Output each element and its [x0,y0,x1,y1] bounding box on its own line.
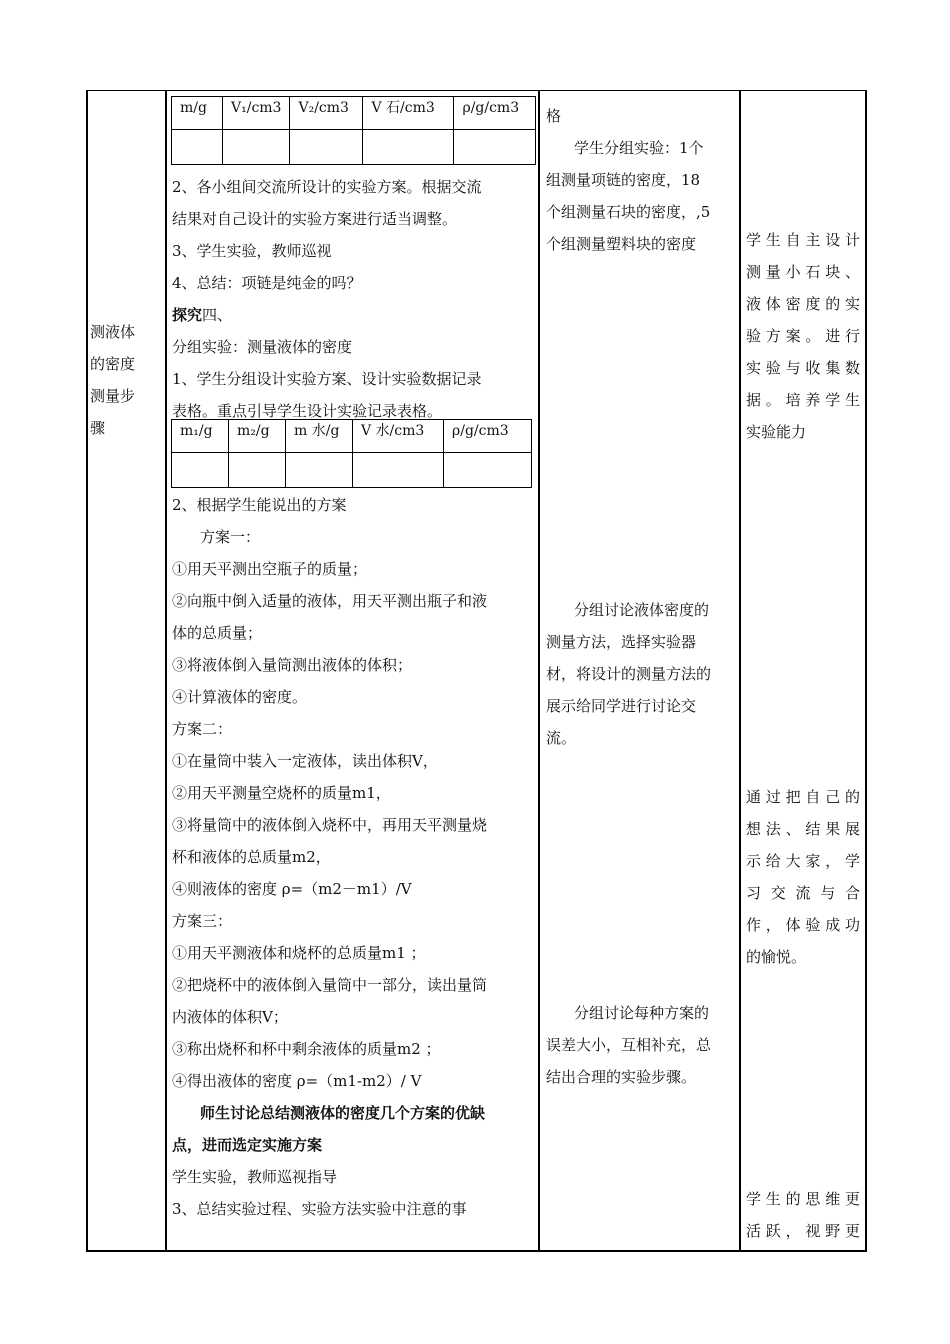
text-line: 分组讨论每种方案的 [574,1004,710,1022]
text-line: 的愉悦。 [746,948,807,966]
text-line: 表格。重点引导学生设计实验记录表格。 [172,402,443,420]
text-line: 学生实验，教师巡视指导 [172,1168,338,1186]
table-cell [353,453,444,488]
table-header-cell: m₁/g [172,420,229,453]
record-table-solid [171,96,536,165]
table-header-cell: V₁/cm3 [223,97,290,130]
step-title-line: 测量步 [90,387,136,405]
text-line: 展示给同学进行讨论交 [546,697,697,715]
text-line: 个组测量塑料块的密度 [546,235,697,253]
table-cell [172,453,229,488]
table-header-cell: m₂/g [229,420,286,453]
text-line: 材，将设计的测量方法的 [546,665,712,683]
text-line: 误差大小，互相补充，总 [546,1036,712,1054]
table-header-cell: ρ/g/cm3 [454,97,536,130]
table-cell [363,130,454,165]
text-line: 通过把自己的 [746,788,860,806]
table-cell [290,130,363,165]
text-line: 2、各小组间交流所设计的实验方案。根据交流 [172,178,482,196]
table-header-cell: V 水/cm3 [353,420,444,453]
table-divider-3 [739,90,741,1252]
text-line: ②把烧杯中的液体倒入量筒中一部分，读出量筒 [172,976,488,994]
summary-bold-line: 师生讨论总结测液体的密度几个方案的优缺 [200,1104,486,1122]
methods-block [172,489,534,1225]
text-line: 实验能力 [746,423,807,441]
text-line: 测量小石块、 [746,263,860,281]
text-line: 活跃，视野更 [746,1222,860,1240]
table-cell [172,130,223,165]
step-title-line: 的密度 [90,355,136,373]
text-line: 内液体的体积V； [172,1008,288,1026]
text-line: 3、学生实验，教师巡视 [172,242,332,260]
text-line: 流。 [546,729,577,747]
text-line: 测量方法，选择实验器 [546,633,697,651]
step-title-cell [90,316,162,444]
text-line: 作，体验成功 [746,916,860,934]
text-line: 分组讨论液体密度的 [574,601,710,619]
step-title-line: 骤 [90,419,106,437]
text-line: 结出合理的实验步骤。 [546,1068,697,1086]
table-header-row [172,420,532,453]
text-line: 体的总质量； [172,624,263,642]
summary-bold-line: 点，进而选定实施方案 [172,1136,323,1154]
table-header-cell: m/g [172,97,223,130]
table-divider-2 [538,90,540,1252]
text-line: 杯和液体的总质量m2， [172,848,331,866]
table-cell [444,453,532,488]
text-line: 据。培养学生 [746,391,860,409]
table-header-cell: V 石/cm3 [363,97,454,130]
table-row [172,130,536,165]
text-line: 液体密度的实 [746,295,860,313]
text-line: 验方案。进行 [746,327,860,345]
table-header-cell: ρ/g/cm3 [444,420,532,453]
text-line: 1、学生分组设计实验方案、设计实验数据记录 [172,370,482,388]
record-table-liquid [171,419,532,488]
design-intent-block-3 [746,1183,860,1247]
text-line: 示给大家，学 [746,852,860,870]
text-line: ②用天平测量空烧杯的质量m1， [172,784,391,802]
student-activity-cell [546,100,732,260]
text-line: 3、总结实验过程、实验方法实验中注意的事 [172,1200,467,1218]
explore-heading-rest: 四、 [202,306,233,324]
table-header-cell: V₂/cm3 [290,97,363,130]
text-line: 4、总结：项链是纯金的吗？ [172,274,362,292]
table-border-bottom [86,1250,867,1252]
text-line: 想法、结果展 [746,820,860,838]
text-line: 组测量项链的密度，18 [546,171,701,189]
text-line: ③将液体倒入量筒测出液体的体积； [172,656,413,674]
text-line: 个组测量石块的密度，,5 [546,203,711,221]
student-activity-block-3 [546,997,732,1093]
text-line: 结果对自己设计的实验方案进行适当调整。 [172,210,458,228]
teaching-process-cell [172,171,534,427]
table-row [172,453,532,488]
table-border-left [86,90,88,1252]
text-line: ①在量筒中装入一定液体，读出体积V， [172,752,438,770]
text-line: ①用天平测液体和烧杯的总质量m1 ； [172,944,426,962]
text-line: 分组实验：测量液体的密度 [172,338,353,356]
text-line: 格 [546,107,562,125]
table-divider-1 [165,90,167,1252]
design-intent-block-2 [746,781,860,973]
text-line: ④计算液体的密度。 [172,688,308,706]
text-line: 实验与收集数 [746,359,860,377]
text-line: ③将量筒中的液体倒入烧杯中，再用天平测量烧 [172,816,488,834]
text-line: ③称出烧杯和杯中剩余液体的质量m2 ； [172,1040,441,1058]
design-intent-cell [746,224,860,448]
text-line: 习交流与合 [746,884,860,902]
text-line: ②向瓶中倒入适量的液体，用天平测出瓶子和液 [172,592,488,610]
table-cell [286,453,353,488]
plan-heading: 方案一： [200,528,261,546]
text-line: 学生分组实验：1个 [574,139,704,157]
table-header-row [172,97,536,130]
text-line: 学生自主设计 [746,231,860,249]
text-line: ①用天平测出空瓶子的质量； [172,560,368,578]
explore-heading [172,299,534,331]
step-title-line: 测液体 [90,323,136,341]
explore-heading-bold: 探究 [172,306,203,324]
text-line: ④得出液体的密度 ρ=（m1-m2）/ V [172,1072,422,1090]
text-line: 2、根据学生能说出的方案 [172,496,347,514]
plan-heading: 方案三： [172,912,233,930]
table-border-right [865,90,867,1252]
text-line: ④则液体的密度 ρ=（m2－m1）/V [172,880,412,898]
table-border-top [86,90,867,91]
plan-heading: 方案二： [172,720,233,738]
table-cell [223,130,290,165]
table-cell [229,453,286,488]
table-header-cell: m 水/g [286,420,353,453]
table-cell [454,130,536,165]
text-line: 学生的思维更 [746,1190,860,1208]
student-activity-block-2 [546,594,732,754]
